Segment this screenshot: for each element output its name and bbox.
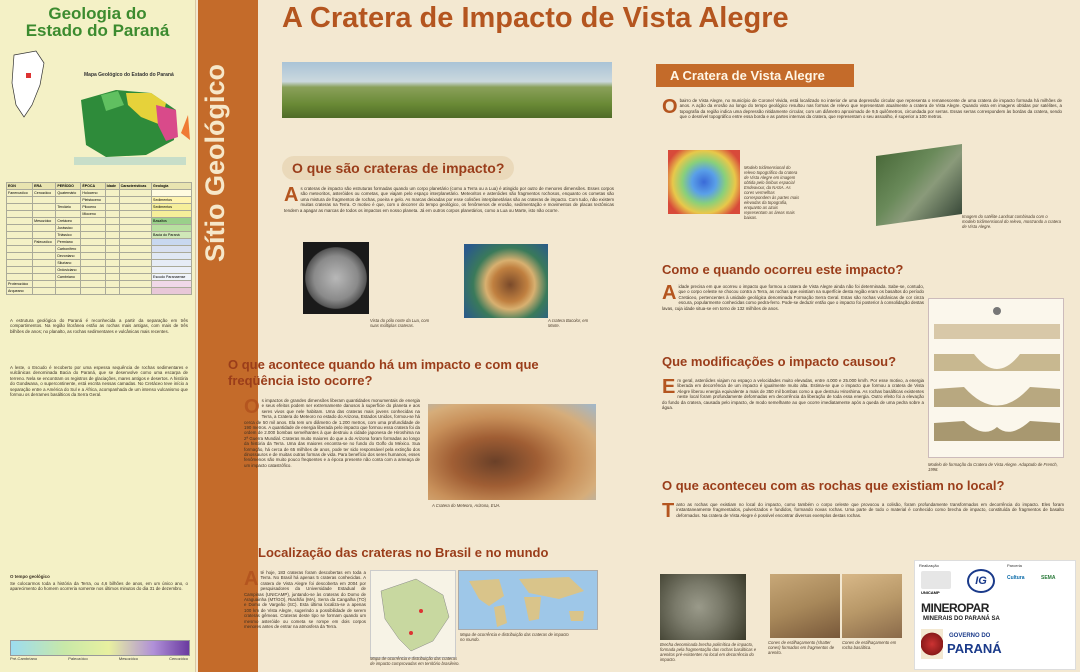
formation-diagram-graphic	[929, 299, 1065, 459]
changes-body-text: m geral, asteróides viajam no espaço a velocidades muito elevadas, entre 4.000 e 25.000 km/h. Por esse motivo, a energia liberada em decorrência de um impacto é igualmente muito alta. Estima-se que o impacto que formou a cratera de Vista Alegre liberou energia equivalente a mais de 350 mil bombas como a que destruiu Hiroshima. As rochas basálticas existentes neste local foram profundamente deformadas em decorrência da liberação de toda essa energia. Outro efeito foi a elevação do fundo da cratera, causada pelo impacto, de modo semelhante ao que ocorre imediatamente após a queda de uma pedra sobre a água.	[662, 378, 924, 411]
australia	[569, 611, 584, 621]
left-temporal-label: O tempo geológico	[10, 574, 50, 579]
table-cell: Ordoviciano	[56, 267, 81, 274]
table-cell	[119, 239, 151, 246]
table-cell	[7, 246, 33, 253]
scale-label: Pré-Cambriano	[10, 656, 38, 661]
table-cell	[119, 211, 151, 218]
left-body-text: A leste, o Escudo é recoberto por uma espessa sequência de rochas sedimentares e vulcânicas denominada Bacia do Paraná, que se desenvolve como uma escarpa de terreno. Nela se encontram os registros de glaciações, mares antigos e desertos. A história do Gondwana, o supercontinente, está escrita nessas camadas. No Cretáceo teve início a separação entre a América do Sul e a África, acompanhada de um intenso vulcanismo que formou os derrames basálticos da Serra Geral.	[10, 365, 188, 398]
table-cell	[119, 190, 151, 197]
table-cell	[119, 288, 151, 295]
breccia-caption: Brecha denominada brecha polimítica de impacto, formada pela fragmentação das rochas basálticas e arenitos pré-existentes no local em decorrência do impacto.	[660, 642, 757, 662]
table-cell	[119, 274, 151, 281]
table-cell	[152, 267, 192, 274]
table-cell	[81, 239, 105, 246]
time-scale-labels	[10, 656, 188, 661]
meteor-crater-photo	[428, 404, 596, 500]
heading-frequency-line1: O que acontece quando há um impacto e com que	[228, 357, 539, 372]
table-cell	[152, 288, 192, 295]
moon-photo	[303, 242, 369, 314]
table-row	[7, 239, 192, 246]
table-row	[7, 274, 192, 281]
location-body-text: té hoje, 183 crateras foram descobertas em toda a Terra. No Brasil há apenas 5 crateras conhecidas. A cratera de Vista Alegre foi descoberta em 2004 por pesquisadores da Universidade Estadual de Campinas (UNICAMP), juntando-se às crateras do Domo de Araguainha (MT/GO), Riachão (MA), Serra da Cangalha (TO) e Domo de Vargeão (SC). Esta última localiza-se a apenas 100 km de Vista Alegre, sugerindo a possibilidade de serem crateras gêmeas. Crateras deste tipo se formam quando um mesmo asteróide ou cometa se rompe em dois corpos menores antes de entrar na atmosfera da Terra.	[244, 570, 366, 630]
parana-map	[6, 45, 192, 175]
table-cell: Cenozóico	[33, 190, 56, 197]
table-cell	[33, 204, 56, 211]
table-cell: Cretáceo	[56, 218, 81, 225]
vista-body	[662, 98, 1062, 120]
time-scale-bar	[10, 640, 190, 656]
table-cell: Siluriano	[56, 260, 81, 267]
rocks-body	[662, 502, 1064, 520]
dropcap: E	[662, 376, 676, 398]
table-cell	[152, 260, 192, 267]
diagram-stage	[934, 387, 1060, 407]
moon-caption: Vista do pólo norte da Lua, com suas múltiplas crateras.	[370, 318, 430, 328]
table-cell	[81, 225, 105, 232]
south-america	[494, 605, 507, 627]
table-cell	[152, 246, 192, 253]
world-map-caption: Mapa de ocorrência e distribuição das crateras de impacto no mundo.	[460, 632, 569, 642]
basalt-cone-photo	[842, 574, 902, 638]
table-cell	[119, 260, 151, 267]
table-cell	[33, 225, 56, 232]
changes-body	[662, 378, 924, 410]
table-cell	[152, 225, 192, 232]
scale-label: Cenozóico	[169, 656, 188, 661]
topographic-caption: Modelo tridimensional do relevo topográfico da cratera de Vista Alegre em imagem obtida pelo ônibus espacial Endeavour, da NASA. As cores vermelhas correspondem às partes mais elevadas da topografia, enquanto as azuis representam as áreas mais baixas.	[744, 165, 800, 220]
geology-legend-cell: Escudo Paranaense	[152, 274, 192, 281]
unicamp-label: UNICAMP	[921, 590, 940, 595]
north-america	[469, 579, 504, 606]
table-cell	[56, 197, 81, 204]
when-body	[662, 284, 924, 311]
table-cell: Proterozóico	[7, 281, 33, 288]
table-row	[7, 211, 192, 218]
parana-label: PARANÁ	[947, 641, 1002, 656]
table-header-row	[7, 183, 192, 190]
what-body-text: s crateras de impacto são estruturas formadas quando um corpo planetário (como a Terra ou a Lua) é atingido por outro de menores dimensões. Esses corpos são meteoritos, asteróides ou cometas, que viajam pelo espaço interplanetário. Meteoritos e asteróides são fragmentos rochosos, enquanto os cometas são uma mistura de fragmentos de rochas, poeira e gelo. As marcas deixadas por esse colisões interplanetárias são as crateras de impacto. Com tudo, não existem muitas crateras na Terra. O motivo é que, com o decorrer do tempo geológico, os fenômenos de erosão, sedimentação e movimentos de placas tectônicas tendem a apagar as marcas de todos os impactos em nosso planeta. Já em outros corpos planetários, como a Lua ou Marte, isto não ocorre.	[284, 186, 614, 213]
table-row	[7, 267, 192, 274]
table-cell	[33, 246, 56, 253]
table-cell	[33, 211, 56, 218]
map-coast	[181, 115, 190, 140]
table-cell	[56, 288, 81, 295]
page-title: A Cratera de Impacto de Vista Alegre	[282, 2, 789, 34]
brazil-map	[370, 570, 456, 658]
what-body	[284, 186, 614, 213]
table-row	[7, 190, 192, 197]
table-cell	[7, 225, 33, 232]
table-cell	[81, 260, 105, 267]
breccia-photo	[660, 574, 746, 640]
table-cell	[56, 281, 81, 288]
brazil-map-caption: Mapa de ocorrência e distribuição das crateras de impacto comprovadas em território brasileiro.	[370, 656, 460, 666]
table-cell: Arqueano	[7, 288, 33, 295]
eurasia	[519, 577, 584, 599]
map-profile	[74, 157, 186, 165]
table-header-cell: PERÍODO	[56, 183, 81, 190]
ig-logo: IG	[967, 569, 995, 593]
table-cell	[105, 197, 119, 204]
sponsors-panel	[914, 560, 1076, 670]
dropcap: A	[244, 568, 259, 590]
table-cell	[105, 225, 119, 232]
coat-of-arms-icon	[921, 629, 943, 659]
table-cell: Carbonífero	[56, 246, 81, 253]
table-cell	[105, 253, 119, 260]
heading-vista-alegre	[656, 64, 854, 87]
table-cell	[119, 253, 151, 260]
table-cell	[7, 232, 33, 239]
parana-map-graphic	[6, 45, 192, 175]
table-cell	[7, 204, 33, 211]
table-row	[7, 246, 192, 253]
rocks-body-text: anto as rochas que existiam no local do impacto, como também o corpo celeste que provocou a colisão, foram profundamente transformados em decorrência do impacto. Eles foram instantaneamente fragmentados, pulverizados e fundidos, formando novas rochas. Uma parte de todo o material é conhecido como brecha de impacto, constituída de fragmentos de basalto deformados. Na cratera de Vista Alegre é possível encontrar diversos exemplos destas rochas.	[676, 502, 1064, 518]
table-cell	[33, 267, 56, 274]
table-cell	[7, 197, 33, 204]
table-header-cell: ERA	[33, 183, 56, 190]
table-cell	[119, 232, 151, 239]
landscape-photo	[282, 62, 612, 118]
table-cell	[105, 204, 119, 211]
table-cell	[105, 281, 119, 288]
stratigraphy-table-wrap	[6, 182, 192, 304]
heading-frequency-line2: freqüência isto ocorre?	[228, 373, 373, 388]
table-cell	[119, 204, 151, 211]
table-row	[7, 197, 192, 204]
table-cell: Cambriano	[56, 274, 81, 281]
table-cell	[152, 211, 192, 218]
dropcap: A	[662, 282, 677, 304]
geology-legend-cell: Sedimentos	[152, 197, 192, 204]
table-cell: Permiano	[56, 239, 81, 246]
left-title: Geologia do Estado do Paraná	[25, 4, 170, 40]
heading-frequency	[228, 357, 539, 389]
table-cell	[7, 274, 33, 281]
table-cell	[105, 190, 119, 197]
diagram-stage	[934, 307, 1060, 339]
table-cell	[105, 274, 119, 281]
table-header-cell: Características	[119, 183, 151, 190]
table-row	[7, 281, 192, 288]
table-cell	[81, 267, 105, 274]
left-panel	[0, 0, 196, 672]
table-cell	[81, 274, 105, 281]
governo-label: GOVERNO DO	[949, 633, 991, 639]
table-cell	[105, 267, 119, 274]
table-cell	[7, 267, 33, 274]
table-cell	[33, 274, 56, 281]
location-body	[244, 570, 366, 629]
meteor-crater-caption: A Cratera do Meteoro, Arizona, EUA.	[432, 503, 501, 508]
table-cell	[119, 267, 151, 274]
stratigraphy-table	[6, 182, 192, 295]
when-body-text: idade precisa em que ocorreu o impacto que formou a cratera de Vista Alegre ainda não foi determinada. Sabe-se, contudo, que o corpo celeste se chocou contra a Terra, as rochas que existiam na superfície desta região eram os basaltos do período Cretáceo, pertencentes à unidade geológica denominada Formação Serra Geral. Estas são rochas vulcânicas de cor cinza escura, popularmente conhecidas como pedra-ferro. Pode-se deduzir então que o impacto foi posterior à consolidação destas lavas, cuja idade situa-se em torno de 132 milhões de anos.	[662, 284, 924, 311]
dropcap: A	[284, 184, 299, 206]
topographic-model	[668, 150, 740, 214]
table-cell	[105, 218, 119, 225]
table-cell	[119, 197, 151, 204]
mineropar-sub: MINERAIS DO PARANÁ SA	[923, 616, 1000, 622]
dropcap: O	[662, 96, 678, 118]
table-cell	[33, 260, 56, 267]
diagram-stage	[934, 421, 1060, 441]
table-cell: Fanerozóico	[7, 190, 33, 197]
table-cell	[105, 211, 119, 218]
frequency-body	[244, 398, 420, 468]
map-title: Mapa Geológico do Estado do Paraná	[84, 72, 174, 78]
table-cell: Jurássico	[56, 225, 81, 232]
left-intro-text: A estrutura geológica do Paraná é reconhecida a partir da separação em três compartimentos. Na região litorânea estão as rochas mais antigas, com mais de três bilhões de anos; no planalto, as rochas sedimentares e vulcânicas mais recentes.	[10, 318, 188, 334]
heading-changes: Que modificações o impacto causou?	[662, 354, 897, 369]
table-cell	[105, 260, 119, 267]
frequency-body-text: s impactos de grandes dimensões liberam quantidades monumentais de energia e seus efeitos podem ser extremamente danosos à superfície do planeta e aos seres vivos que nele habitam. Uma das crateras mais jovens conhecidas na Terra, a Cratera do Meteoro no estado do Arizona, Estados Unidos, formou-se há cerca de 50 mil anos. Ela tem um diâmetro de 1.200 metros, com uma profundidade de 190 metros. A quantidade de energia liberada pelo impacto que formou essa cratera foi da ordem de 2.000 bombas semelhantes à que destruiu a cidade japonesa de Hiroshima na 2ª Guerra Mundial. Crateras muito maiores do que a do Arizona foram formadas ao longo da história da Terra. Uma das maiores encontra-se no fundo do Golfo do México. Sua formação, há cerca de 65 milhões de anos, pode ter sido responsável pela extinção dos dinossauros e de muitas outras formas de vida. Para benefício dos seres humanos, esses fenômenos são muito pouco freqüentes e a época presente não conta com a ameaça de um impacto catastrófico.	[244, 398, 420, 468]
table-cell: Holoceno	[81, 190, 105, 197]
table-cell	[119, 218, 151, 225]
table-row	[7, 288, 192, 295]
scale-label: Mesozóico	[118, 656, 138, 661]
table-cell	[119, 281, 151, 288]
south-america-outline	[12, 51, 44, 117]
table-cell	[81, 246, 105, 253]
table-cell	[56, 211, 81, 218]
left-temporal-text: Se colocarmos toda a história da Terra, ou 4,6 bilhões de anos, em um único ano, o aparecimento do homem ocorreria somente nos últimos minutos do dia 31 de dezembro.	[10, 581, 188, 592]
table-cell: Terciário	[56, 204, 81, 211]
diagram-caption: Modelo de formação da Cratera de Vista Alegre. Adaptado de French, 1998.	[928, 462, 1058, 472]
table-row	[7, 225, 192, 232]
table-cell: Plioceno	[81, 204, 105, 211]
crater-marker	[409, 631, 413, 635]
table-cell	[33, 197, 56, 204]
geology-legend-cell: Basaltos	[152, 218, 192, 225]
scale-label: Paleozóico	[68, 656, 88, 661]
table-cell	[119, 246, 151, 253]
table-header-cell: EON	[7, 183, 33, 190]
brazil-outline	[381, 579, 449, 651]
table-cell: Quaternário	[56, 190, 81, 197]
diagram-stage	[934, 354, 1060, 371]
table-cell: Devoniano	[56, 253, 81, 260]
table-cell	[152, 190, 192, 197]
table-cell: Pleistoceno	[81, 197, 105, 204]
heading-what-text: O que são crateras de impacto?	[292, 160, 505, 176]
label-realization: Realização	[919, 563, 939, 568]
vista-body-text: bairro de Vista Alegre, no município de Coronel Vivida, está localizado no interior de uma depressão circular que representa o remanescente de uma cratera de impacto formada há milhões de anos. A ação da erosão ao longo do tempo geológico resultou nas formas de relevo que representam atualmente a cratera de Vista Alegre. Quando vista em imagens obtidas por satélites, a topografia da região indica uma depressão nitidamente circular, com um diâmetro aproximado de 9,5 quilômetros, circundada por serras. Essas serras correspondem às bordas da cratera, sendo que o desnível topográfico entre essa borda e as partes internas da cratera, que representam o seu assoalho, é superior a 100 metros.	[679, 98, 1062, 120]
table-cell	[7, 239, 33, 246]
world-map-graphic	[459, 571, 599, 631]
table-cell	[33, 281, 56, 288]
sema-logo: SEMA	[1041, 575, 1056, 581]
table-row	[7, 218, 192, 225]
table-row	[7, 232, 192, 239]
table-row	[7, 260, 192, 267]
brazil-map-graphic	[371, 571, 457, 659]
geology-legend-cell: Sedimentos	[152, 204, 192, 211]
table-cell: Triássico	[56, 232, 81, 239]
table-cell	[105, 232, 119, 239]
heading-location: Localização das crateras no Brasil e no mundo	[258, 545, 549, 560]
table-cell	[7, 260, 33, 267]
table-cell	[105, 239, 119, 246]
shatter-cone-caption: Cones de estilhaçamento (shatter cones) formados em fragmentos de arenito.	[768, 640, 835, 655]
table-cell	[81, 253, 105, 260]
table-cell: Mioceno	[81, 211, 105, 218]
unicamp-logo	[921, 571, 951, 589]
table-cell	[152, 281, 192, 288]
label-support: Parceria	[1007, 563, 1022, 568]
dropcap: O	[244, 396, 260, 418]
table-cell	[81, 281, 105, 288]
mars-photo	[464, 244, 548, 318]
table-cell	[33, 232, 56, 239]
table-cell	[33, 288, 56, 295]
table-cell: Paleozóico	[33, 239, 56, 246]
table-cell	[105, 246, 119, 253]
table-cell	[33, 253, 56, 260]
table-header-cell: Idade	[105, 183, 119, 190]
landsat-caption: Imagem do satélite Landsat combinada com o modelo tridimensional do relevo, mostrando a cratera de Vista Alegre.	[962, 214, 1061, 229]
table-cell	[7, 218, 33, 225]
africa	[524, 597, 541, 621]
shatter-cone-photo	[770, 574, 840, 638]
table-cell	[81, 288, 105, 295]
heading-what-are-craters	[282, 156, 514, 180]
table-row	[7, 204, 192, 211]
heading-rocks: O que aconteceu com as rochas que existiam no local?	[662, 478, 1005, 493]
landsat-image	[876, 144, 962, 226]
table-cell	[7, 211, 33, 218]
heading-vista-text: A Cratera de Vista Alegre	[670, 68, 825, 83]
mars-caption: A cratera Bacolor, em Marte.	[548, 318, 589, 328]
cultura-logo: Cultura	[1007, 575, 1025, 581]
table-cell	[152, 239, 192, 246]
mineropar-logo: MINEROPAR	[921, 601, 989, 615]
table-header-cell: ÉPOCA	[81, 183, 105, 190]
table-cell	[119, 225, 151, 232]
table-cell	[81, 218, 105, 225]
table-cell	[105, 288, 119, 295]
table-cell	[152, 253, 192, 260]
table-cell: Mesozóico	[33, 218, 56, 225]
heading-when: Como e quando ocorreu este impacto?	[662, 262, 904, 277]
parana-location-marker	[26, 73, 31, 78]
table-cell	[81, 232, 105, 239]
geology-legend-cell: Bacia do Paraná	[152, 232, 192, 239]
table-row	[7, 253, 192, 260]
world-map	[458, 570, 598, 630]
formation-diagram	[928, 298, 1064, 458]
basalt-cone-caption: Cones de estilhaçamento em rocha basáltica.	[842, 640, 897, 650]
crater-marker	[419, 609, 423, 613]
strip-title: Sítio Geológico	[200, 63, 230, 262]
table-header-cell: Geologia	[152, 183, 192, 190]
dropcap: T	[662, 500, 675, 522]
table-cell	[7, 253, 33, 260]
